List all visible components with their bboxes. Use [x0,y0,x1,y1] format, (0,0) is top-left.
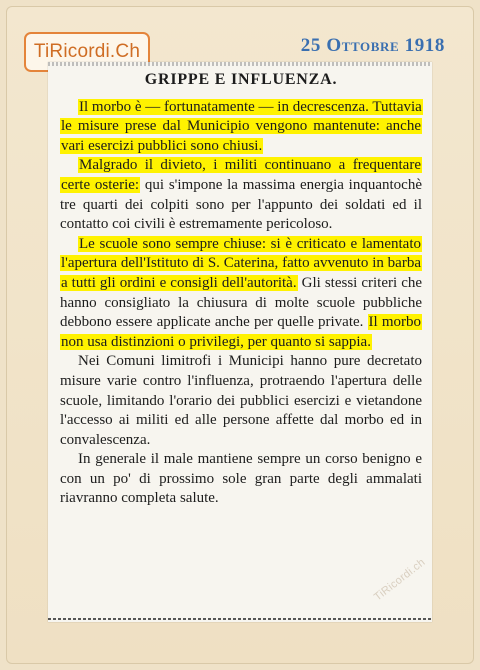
paragraph-1 [60,98,422,157]
highlighted-text: Il morbo è — fortunatamente — in decrescenza. Tuttavia le misure prese dal Municipio vengono mantenute: anche vari esercizi pubblici sono chiusi. [61,98,422,154]
article-date: 25 Ottobre 1918 [300,35,445,56]
newspaper-clipping [48,62,432,622]
highlighted-text: Malgrado il divieto, i militi continuano a frequentare certe osterie: [61,157,421,193]
watermark: TiRicordi.ch [372,556,428,604]
logo-text: TiRicordi.Ch [33,41,141,62]
article-body [60,68,422,509]
paragraph-2 [60,156,422,234]
article-headline: GRIPPE E INFLUENZA. [144,71,338,88]
plain-text: Gli stessi criteri che hanno consigliato la chiusura di molte scuole pubbliche debbono essere applicate anche per quelle private. [60,274,423,331]
highlighted-text: Il morbo non usa distinzioni o privilegi, per quanto si sappia. [61,314,422,350]
top-rule [48,62,432,66]
bottom-rule [48,618,432,620]
plain-text: qui s'impone la massima energia inquantochè tre quarti dei colpiti sono per l'appunto dei soldati ed il contatto coi civili è estremamente pericoloso. [60,176,422,233]
highlighted-text: Le scuole sono sempre chiuse: si è criticato e lamentato l'apertura dell'Istituto di S. Caterina, fatto avvenuto in barba a tutti gli ordini e consigli dell'autorità. [61,235,421,291]
paragraph-3 [60,235,422,353]
paragraph-4: Nei Comuni limitrofi i Municipi hanno pure decretato misure varie contro l'influenza, protraendo l'apertura delle scuole, limitando l'orario dei pubblici esercizi e vietandone l'accesso ai militi ed alle persone affette dal morbo ed in convalescenza. [60,353,422,448]
paragraph-5: In generale il male mantiene sempre un corso benigno e con un po' di prossimo sole gran parte degli ammalati riavranno completa salute. [60,451,422,507]
